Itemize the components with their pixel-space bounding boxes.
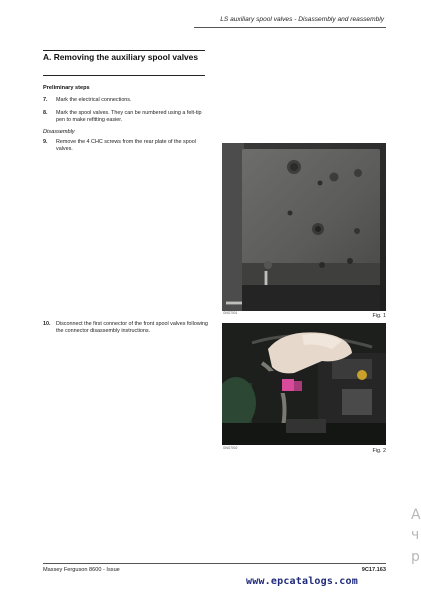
section-rule-top <box>43 50 205 51</box>
disassembly-heading: Disassembly <box>43 129 75 135</box>
step-8 <box>43 110 210 124</box>
header-title: LS auxiliary spool valves - Disassembly and reassembly <box>220 16 384 23</box>
section-title: A. Removing the auxiliary spool valves <box>43 52 198 62</box>
footer-rule <box>43 563 386 564</box>
figure-1-photo <box>222 143 386 311</box>
step-number: 10. <box>43 321 51 327</box>
side-glyph-2: ч <box>411 527 420 543</box>
header-rule <box>194 27 386 28</box>
step-number: 9. <box>43 139 48 145</box>
step-number: 8. <box>43 110 48 116</box>
section-rule-bottom <box>43 75 205 76</box>
preliminary-heading: Preliminary steps <box>43 85 90 91</box>
figure-1-code: GNO7001 <box>223 311 238 315</box>
step-7 <box>43 97 210 104</box>
side-glyph-3: р <box>411 549 420 565</box>
step-text: Remove the 4 CHC screws from the rear plate of the spool valves. <box>56 139 196 152</box>
step-9 <box>43 139 210 153</box>
step-10 <box>43 321 210 335</box>
step-number: 7. <box>43 97 48 103</box>
step-text: Mark the electrical connections. <box>56 97 132 103</box>
figure-2-code: GNO7002 <box>223 446 238 450</box>
side-glyph-1: А <box>411 507 421 523</box>
connector-disconnect-image <box>222 323 386 445</box>
figure-2-photo <box>222 323 386 445</box>
figure-2-label: Fig. 2 <box>372 448 386 454</box>
figure-1-label: Fig. 1 <box>372 313 386 319</box>
step-text: Disconnect the first connector of the front spool valves following the connector disassembly instructions. <box>56 321 208 334</box>
spool-valve-plate-image <box>222 143 386 311</box>
step-text: Mark the spool valves. They can be numbered using a felt-tip pen to make refitting easier. <box>56 110 202 123</box>
watermark-link[interactable]: www.epcatalogs.com <box>246 576 358 587</box>
footer-page-number: 9C17.163 <box>361 567 386 573</box>
footer-left: Massey Ferguson 8600 - Issue <box>43 567 120 573</box>
